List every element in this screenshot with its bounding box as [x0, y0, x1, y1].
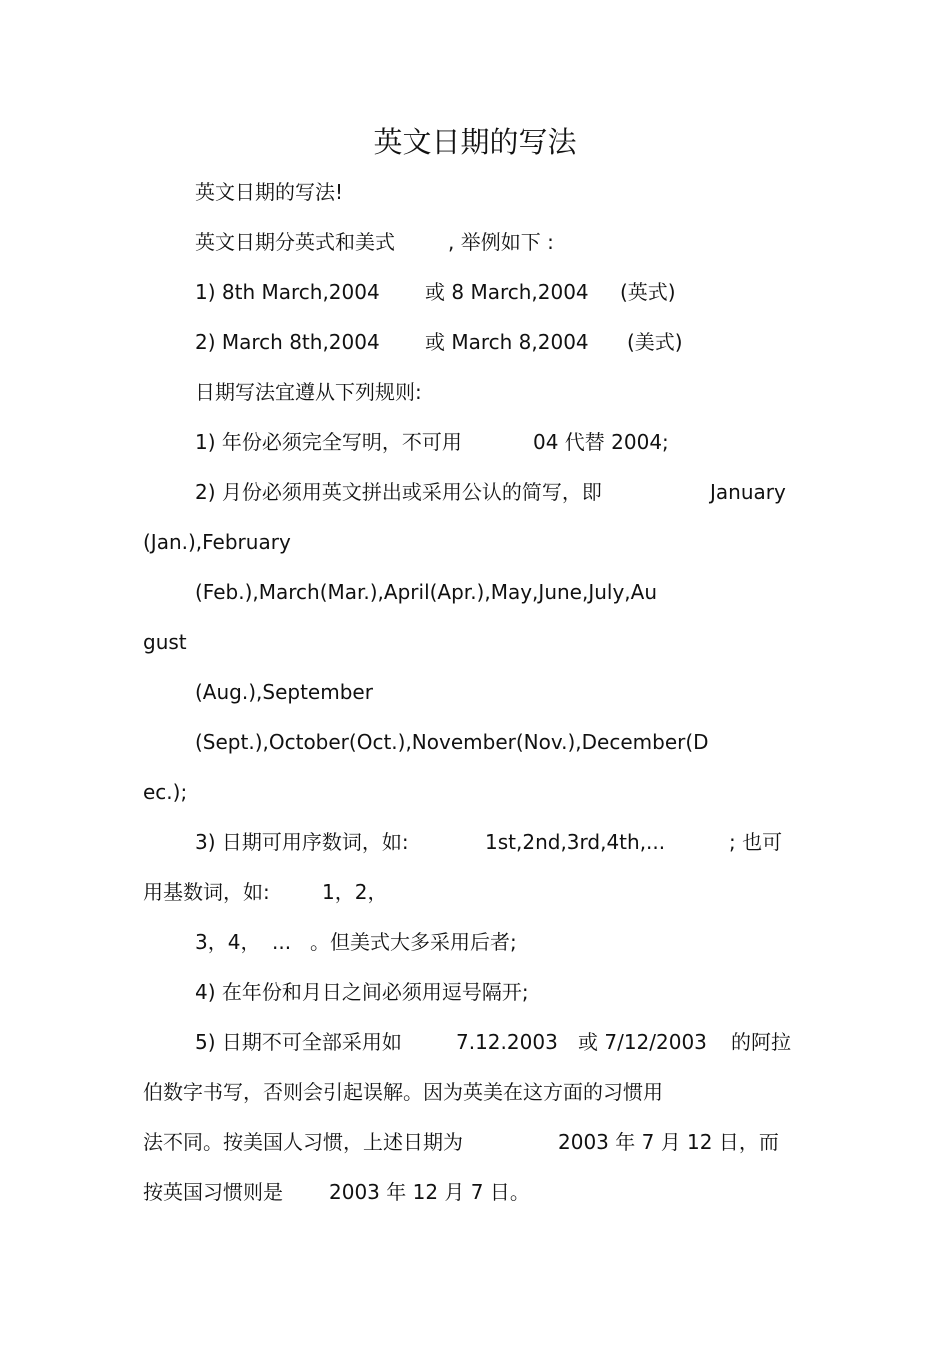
text-line: [0, 727, 950, 757]
text-span: 2003 年 7 月 12 日，而: [558, 1130, 779, 1154]
text-span: January: [710, 480, 786, 504]
text-line: [0, 1077, 950, 1107]
text-line: [0, 227, 950, 257]
text-span: 用基数词，如:: [143, 880, 270, 904]
text-span: ...: [272, 930, 292, 954]
text-span: (Feb.),March(Mar.),April(Apr.),May,June,July,Au: [195, 580, 658, 604]
text-line: [0, 577, 950, 607]
text-span: 2) 月份必须用英文拼出或采用公认的简写，即: [195, 480, 602, 504]
text-span: (Jan.),February: [143, 530, 291, 554]
text-span: ec.);: [143, 780, 188, 804]
text-span: ; 也可: [729, 830, 783, 854]
text-span: (英式): [620, 280, 676, 304]
text-line: [0, 477, 950, 507]
text-line: [0, 677, 950, 707]
text-span: 按英国习惯则是: [143, 1180, 283, 1204]
text-span: 3) 日期可用序数词，如:: [195, 830, 409, 854]
text-line: [0, 527, 950, 557]
text-line: [0, 177, 950, 207]
text-line: [0, 877, 950, 907]
text-span: gust: [143, 630, 187, 654]
text-span: , 举例如下 :: [448, 230, 554, 254]
text-line: [0, 427, 950, 457]
text-span: 或 March 8,2004: [425, 330, 589, 354]
text-span: 7.12.2003: [456, 1030, 558, 1054]
text-span: 1st,2nd,3rd,4th,...: [485, 830, 666, 854]
text-line: [0, 377, 950, 407]
text-span: 法不同。按美国人习惯，上述日期为: [143, 1130, 463, 1154]
text-span: 日期写法宜遵从下列规则:: [195, 380, 422, 404]
text-line: [0, 1027, 950, 1057]
text-span: 1) 年份必须完全写明，不可用: [195, 430, 462, 454]
text-line: [0, 927, 950, 957]
text-line: [0, 827, 950, 857]
text-line: [0, 327, 950, 357]
text-line: [0, 627, 950, 657]
text-span: 或 7/12/2003: [578, 1030, 707, 1054]
text-span: 1) 8th March,2004: [195, 280, 380, 304]
text-span: 5) 日期不可全部采用如: [195, 1030, 402, 1054]
text-span: 英文日期的写法!: [195, 180, 344, 204]
text-span: 3，4，: [195, 930, 261, 954]
text-line: [0, 1127, 950, 1157]
text-span: 04 代替 2004;: [533, 430, 669, 454]
text-span: 1，2，: [322, 880, 388, 904]
text-line: [0, 777, 950, 807]
text-line: [0, 1177, 950, 1207]
text-span: (Sept.),October(Oct.),November(Nov.),December(D: [195, 730, 709, 754]
text-span: 2) March 8th,2004: [195, 330, 380, 354]
text-line: [0, 977, 950, 1007]
text-span: 英文日期分英式和美式: [195, 230, 395, 254]
text-span: 2003 年 12 月 7 日。: [329, 1180, 530, 1204]
text-span: 或 8 March,2004: [425, 280, 589, 304]
text-span: (美式): [627, 330, 683, 354]
text-line: [0, 277, 950, 307]
text-span: 。但美式大多采用后者;: [310, 930, 517, 954]
text-span: 4) 在年份和月日之间必须用逗号隔开;: [195, 980, 529, 1004]
text-span: (Aug.),September: [195, 680, 373, 704]
text-span: 伯数字书写，否则会引起误解。因为英美在这方面的习惯用: [143, 1080, 663, 1104]
text-span: 的阿拉: [731, 1030, 791, 1054]
document-title: 英文日期的写法: [373, 125, 577, 159]
